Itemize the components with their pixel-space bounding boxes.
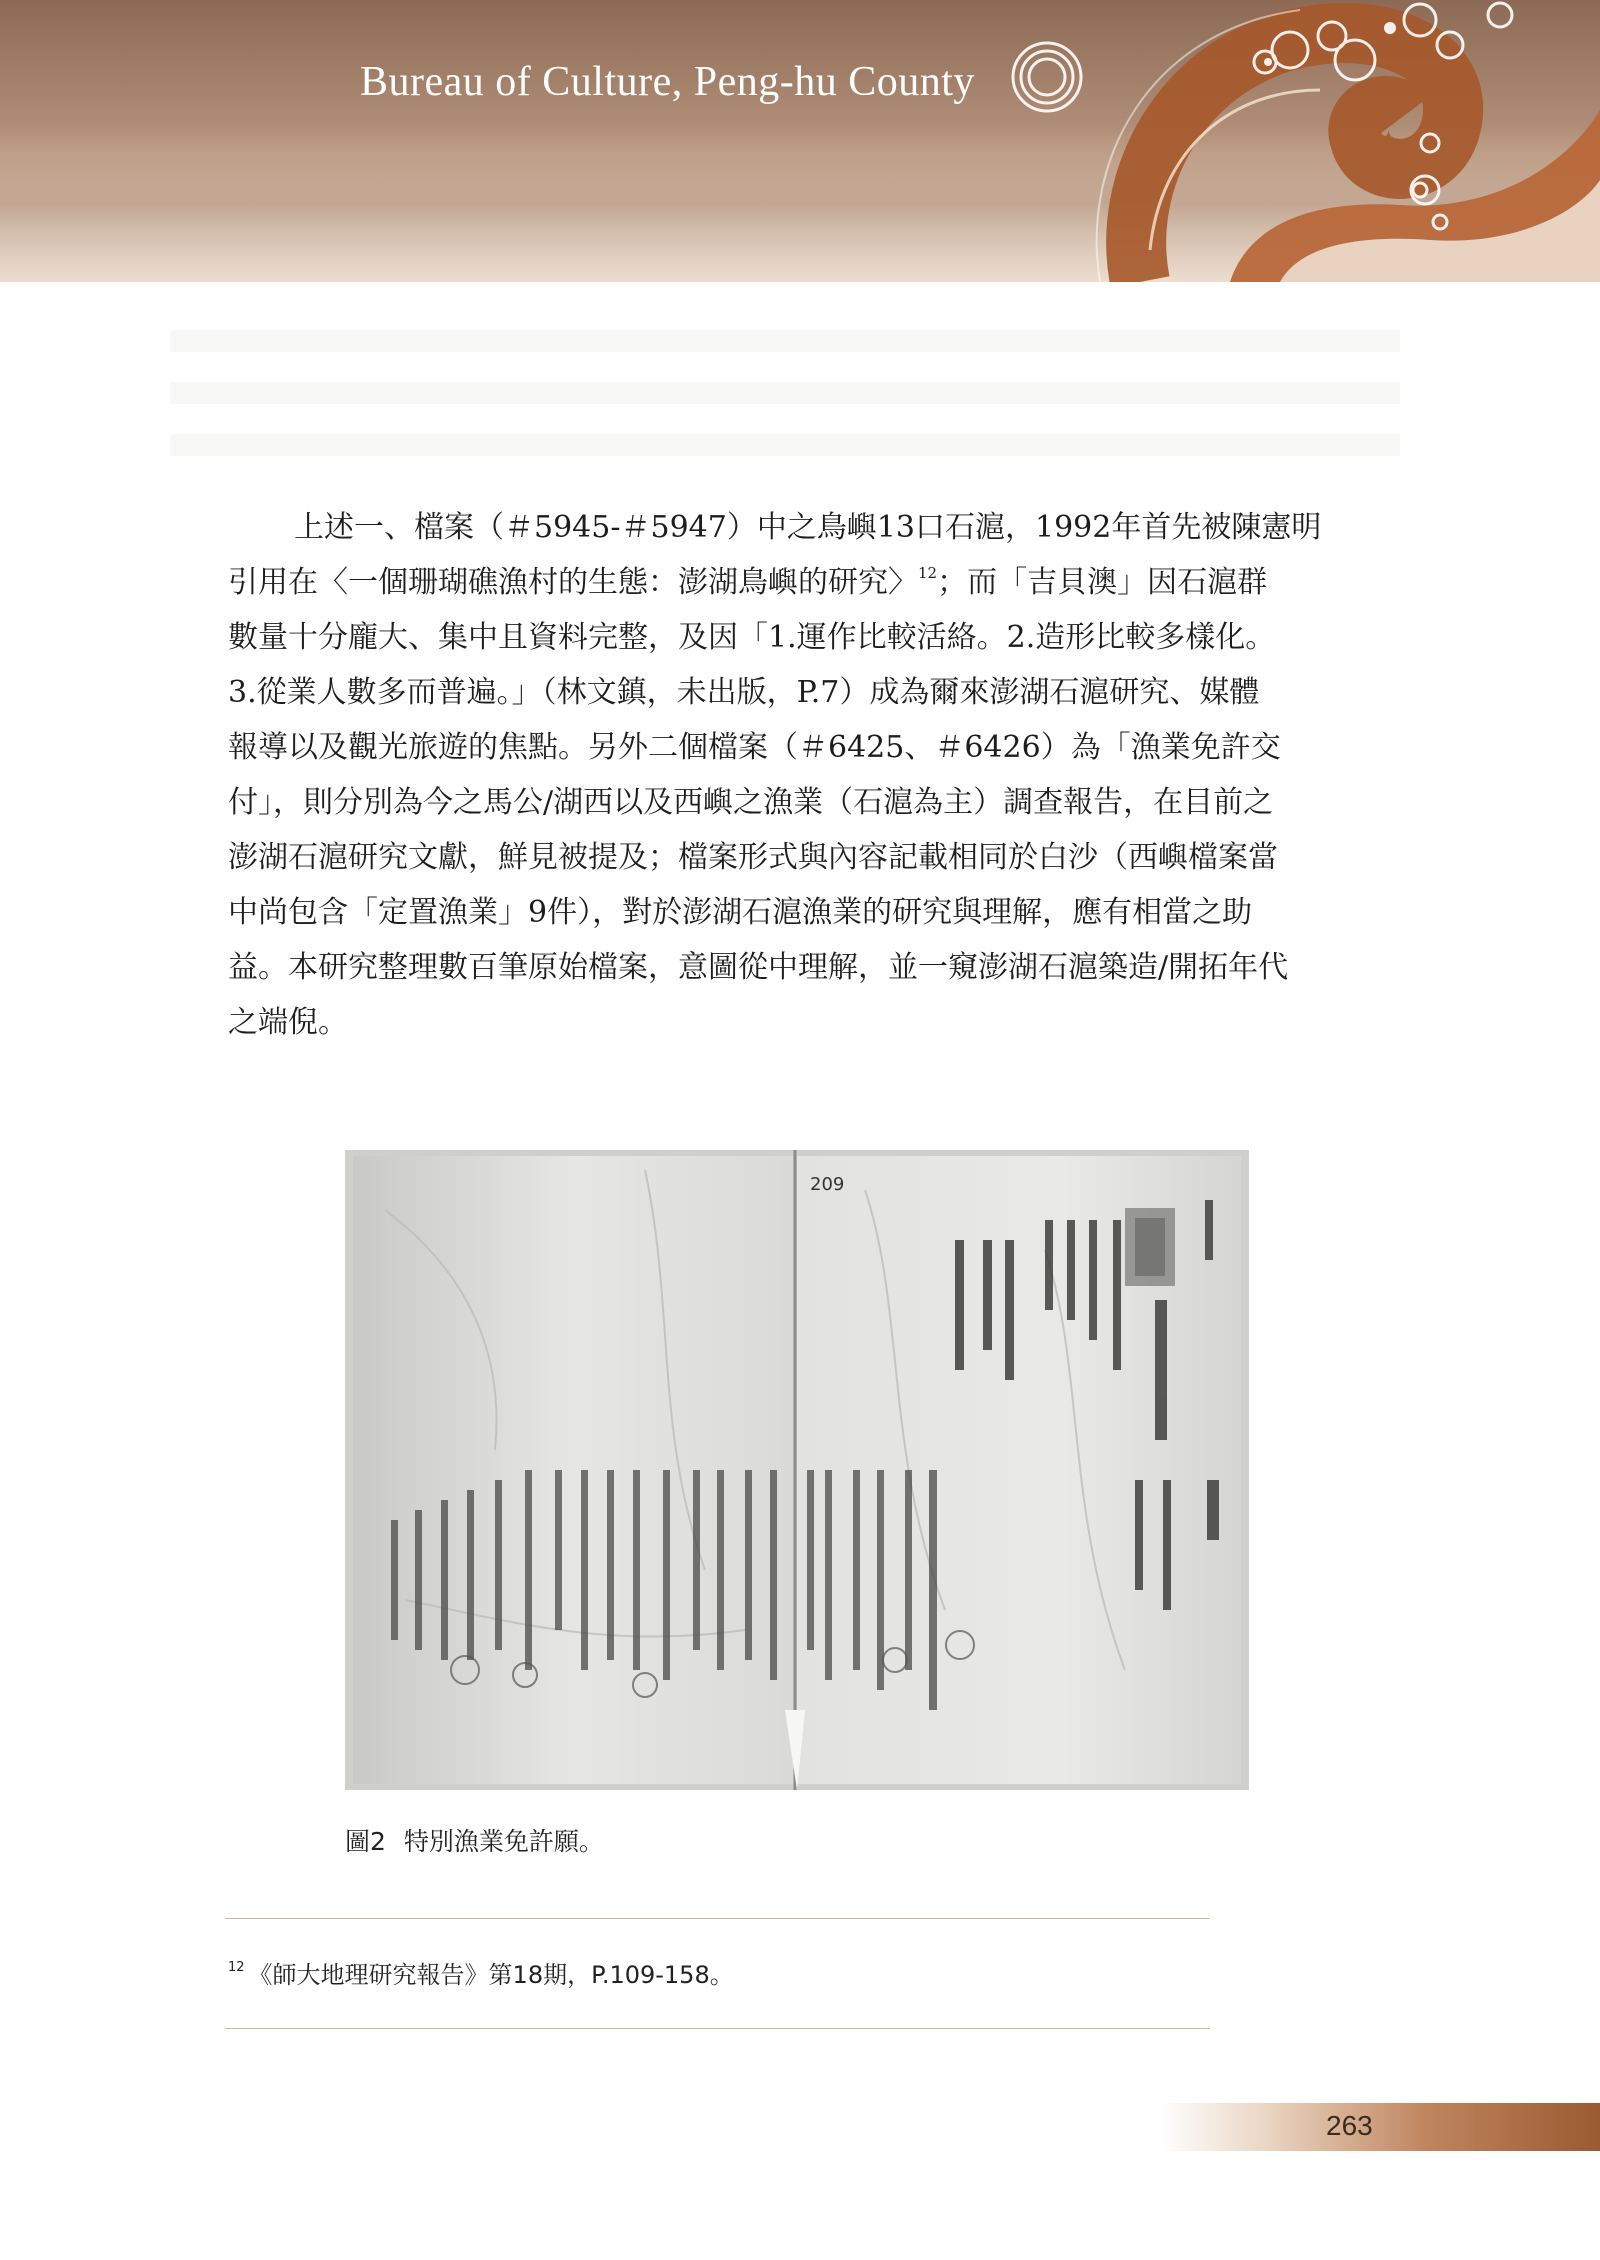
footnote-text: 《師大地理研究報告》第18期，P.109-158。 <box>248 1961 734 1989</box>
footnote-ref: 12 <box>918 564 938 582</box>
body-line: 上述一、檔案（＃5945-＃5947）中之鳥嶼13口石滬，1992年首先被陳憲明 <box>294 510 1322 545</box>
body-line-text: 引用在〈一個珊瑚礁漁村的生態：澎湖鳥嶼的研究〉 <box>228 565 918 600</box>
body-line: 3.從業人數多而普遍。」（林文鎮，未出版，P.7）成為爾來澎湖石滬研究、媒體 <box>228 675 1260 710</box>
figure-caption <box>345 1822 604 1858</box>
swirl-decoration <box>0 0 1600 282</box>
page-number-bar <box>1160 2103 1600 2151</box>
body-line: 中尚包含「定置漁業」9件），對於澎湖石滬漁業的研究與理解，應有相當之助 <box>228 895 1253 930</box>
body-line: 付」，則分別為今之馬公/湖西以及西嶼之漁業（石滬為主）調查報告，在目前之 <box>228 785 1274 820</box>
faint-background-text <box>170 300 1400 470</box>
footnote <box>228 1955 734 1990</box>
footnote-divider-bottom <box>225 2028 1210 2029</box>
footnote-divider-top <box>225 1918 1210 1919</box>
figure-number: 圖2 <box>345 1827 386 1856</box>
body-line-text: ；而「吉貝澳」因石滬群 <box>937 565 1268 600</box>
header-title: Bureau of Culture, Peng-hu County <box>360 59 975 105</box>
figure-caption-text: 特別漁業免許願。 <box>403 1827 604 1856</box>
body-line <box>228 555 1370 610</box>
document-page-mark: 209 <box>810 1174 845 1195</box>
header-banner <box>0 0 1600 282</box>
footnote-number: 12 <box>228 1960 245 1975</box>
body-line: 數量十分龐大、集中且資料完整，及因「1.運作比較活絡。2.造形比較多樣化。 <box>228 620 1276 655</box>
body-paragraph <box>228 500 1370 1050</box>
document-scan <box>345 1150 1249 1790</box>
page-number: 263 <box>1326 2110 1373 2141</box>
body-line: 之端倪。 <box>228 1005 348 1040</box>
body-line: 益。本研究整理數百筆原始檔案，意圖從中理解，並一窺澎湖石滬築造/開拓年代 <box>228 950 1289 985</box>
body-line: 澎湖石滬研究文獻，鮮見被提及；檔案形式與內容記載相同於白沙（西嶼檔案當 <box>228 840 1278 875</box>
body-line: 報導以及觀光旅遊的焦點。另外二個檔案（＃6425、＃6426）為「漁業免許交 <box>228 730 1281 765</box>
archive-document-photo <box>345 1150 1249 1790</box>
